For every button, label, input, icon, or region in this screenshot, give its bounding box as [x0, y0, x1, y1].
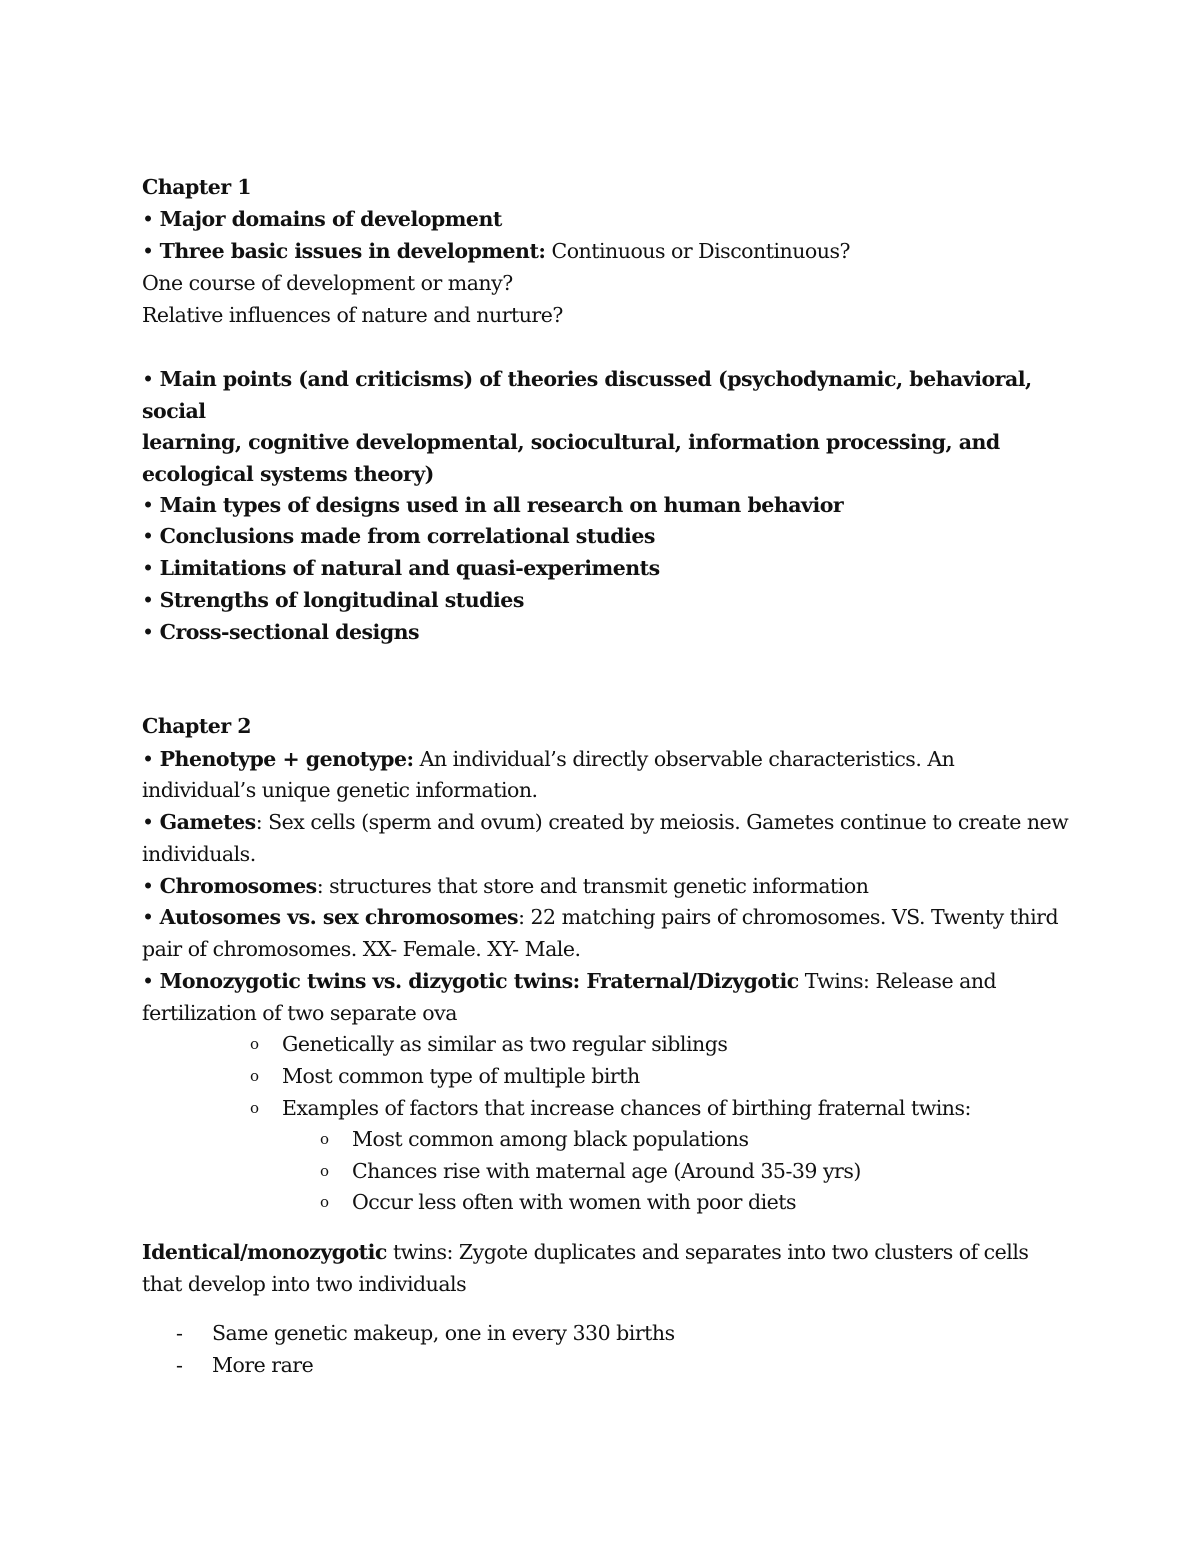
bullet: •: [142, 239, 154, 263]
circle-bullet: o: [250, 1099, 259, 1117]
circle-bullet: o: [250, 1067, 259, 1085]
dash-list-item: - More rare: [176, 1353, 314, 1377]
text-line: ecological systems theory): [142, 462, 434, 486]
chapter-1-heading: Chapter 1: [142, 175, 252, 199]
list-item: • Strengths of longitudinal studies: [142, 588, 524, 612]
text-line: learning, cognitive developmental, sociocultural, information processing, and: [142, 430, 1000, 454]
text-line: individuals.: [142, 842, 256, 866]
sub-sub-list-item: o Chances rise with maternal age (Around 35-39 yrs): [320, 1159, 861, 1183]
bullet: •: [142, 524, 154, 548]
bullet: •: [142, 905, 154, 929]
text-line: One course of development or many?: [142, 271, 513, 295]
list-item: • Major domains of development: [142, 207, 502, 231]
text-line: that develop into two individuals: [142, 1272, 467, 1296]
text-line: Relative influences of nature and nurture?: [142, 303, 563, 327]
bullet: •: [142, 493, 154, 517]
sub-list-item: o Examples of factors that increase chances of birthing fraternal twins:: [250, 1096, 971, 1120]
text-line: pair of chromosomes. XX- Female. XY- Male.: [142, 937, 581, 961]
sub-list-item: o Genetically as similar as two regular siblings: [250, 1032, 728, 1056]
bullet: •: [142, 588, 154, 612]
circle-bullet: o: [250, 1035, 259, 1053]
list-item: • Main types of designs used in all research on human behavior: [142, 493, 844, 517]
list-item: • Gametes: Sex cells (sperm and ovum) created by meiosis. Gametes continue to create new: [142, 810, 1069, 834]
list-item: • Cross-sectional designs: [142, 620, 420, 644]
circle-bullet: o: [320, 1162, 329, 1180]
list-item: • Limitations of natural and quasi-experiments: [142, 556, 660, 580]
list-item: • Conclusions made from correlational studies: [142, 524, 655, 548]
list-item: • Autosomes vs. sex chromosomes: 22 matching pairs of chromosomes. VS. Twenty third: [142, 905, 1059, 929]
bullet: •: [142, 556, 154, 580]
bullet: •: [142, 874, 154, 898]
circle-bullet: o: [320, 1130, 329, 1148]
bullet: •: [142, 747, 154, 771]
text-line: individual’s unique genetic information.: [142, 778, 538, 802]
sub-sub-list-item: o Occur less often with women with poor diets: [320, 1190, 797, 1214]
list-item: • Phenotype + genotype: An individual’s directly observable characteristics. An: [142, 747, 955, 771]
bullet: •: [142, 367, 154, 391]
list-item: • Main points (and criticisms) of theories discussed (psychodynamic, behavioral,: [142, 367, 1032, 391]
bullet: •: [142, 969, 154, 993]
bullet: •: [142, 810, 154, 834]
list-item: • Chromosomes: structures that store and transmit genetic information: [142, 874, 869, 898]
text-line: social: [142, 399, 206, 423]
dash-list-item: - Same genetic makeup, one in every 330 births: [176, 1321, 675, 1345]
list-item: • Three basic issues in development: Continuous or Discontinuous?: [142, 239, 850, 263]
dash-bullet: -: [176, 1321, 183, 1345]
text-line: fertilization of two separate ova: [142, 1001, 457, 1025]
sub-sub-list-item: o Most common among black populations: [320, 1127, 749, 1151]
bullet: •: [142, 620, 154, 644]
list-item: • Monozygotic twins vs. dizygotic twins: Fraternal/Dizygotic Twins: Release and: [142, 969, 997, 993]
text-line: Identical/monozygotic twins: Zygote duplicates and separates into two clusters of cells: [142, 1240, 1029, 1264]
bullet: •: [142, 207, 154, 231]
circle-bullet: o: [320, 1193, 329, 1211]
sub-list-item: o Most common type of multiple birth: [250, 1064, 640, 1088]
dash-bullet: -: [176, 1353, 183, 1377]
chapter-2-heading: Chapter 2: [142, 714, 252, 738]
